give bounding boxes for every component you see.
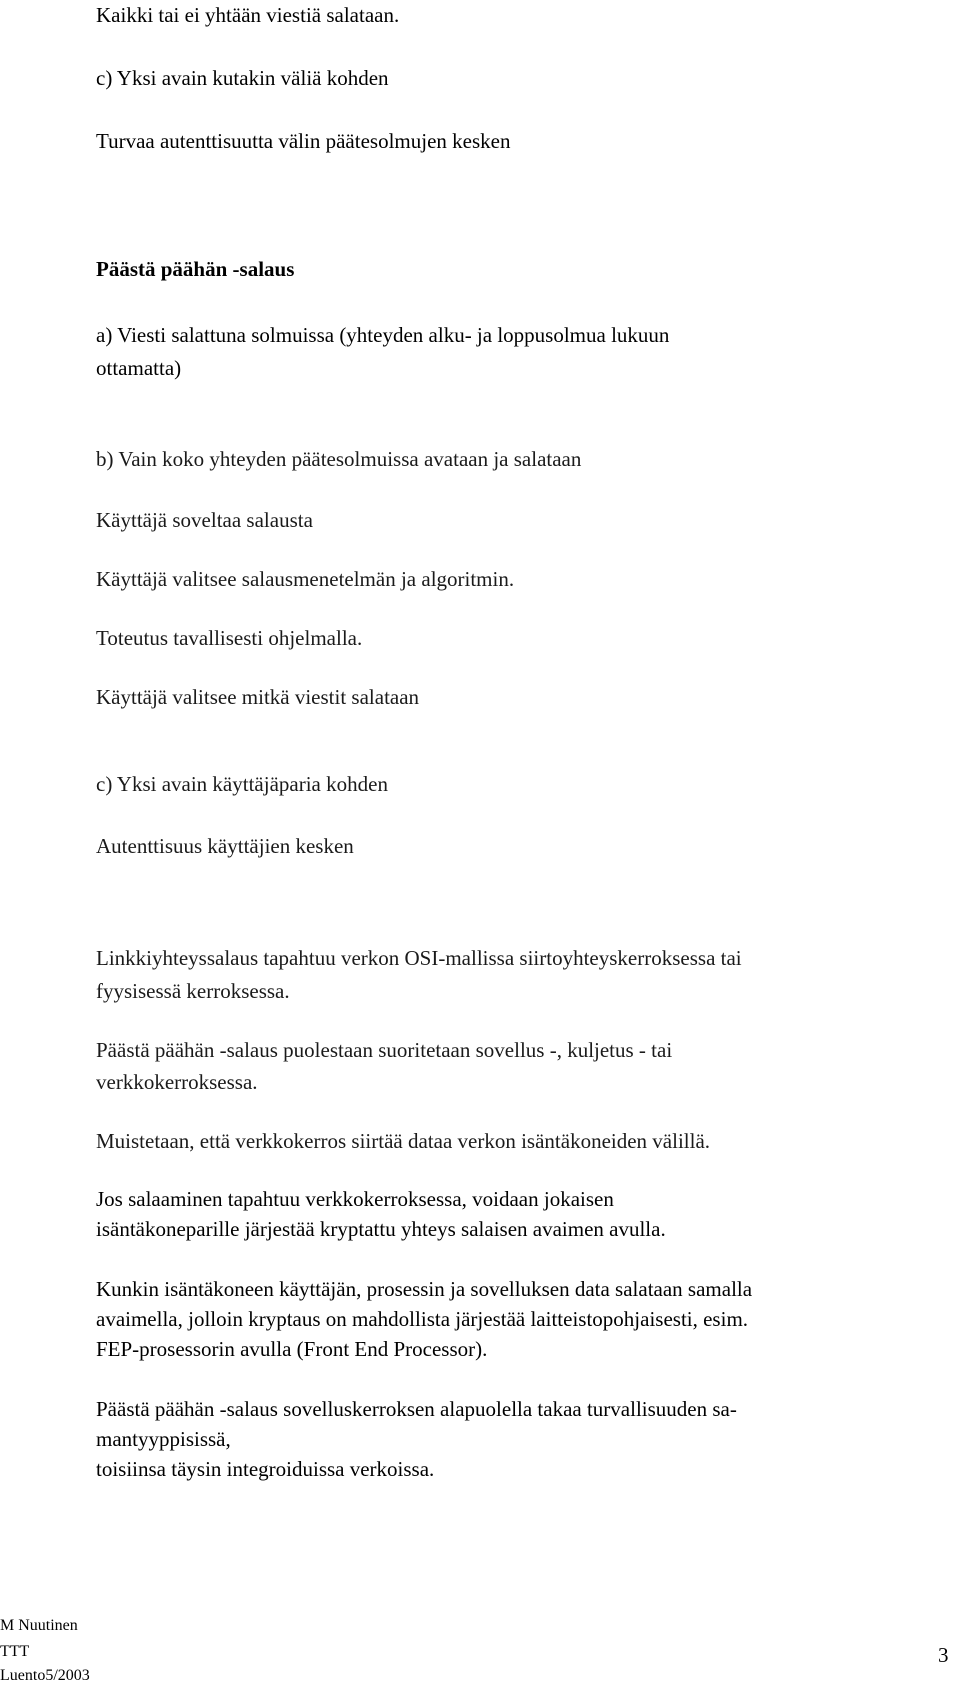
text-line: Turvaa autenttisuutta välin päätesolmujen kesken (96, 129, 511, 153)
text-line: toisiinsa täysin integroiduissa verkoissa. (96, 1457, 435, 1481)
text-line: a) Viesti salattuna solmuissa (yhteyden alku- ja loppusolmua lukuun (96, 323, 670, 347)
text-line: Autenttisuus käyttäjien kesken (96, 834, 354, 858)
footer-lecture: Luento5/2003 (0, 1667, 90, 1684)
section-heading: Päästä päähän -salaus (96, 257, 295, 281)
text-line: avaimella, jolloin kryptaus on mahdollista järjestää laitteistopohjaisesti, esim. (96, 1307, 749, 1331)
text-line: Käyttäjä soveltaa salausta (96, 508, 313, 532)
text-line: c) Yksi avain kutakin väliä kohden (96, 66, 389, 90)
page-number: 3 (938, 1643, 949, 1667)
text-line: Muistetaan, että verkkokerros siirtää dataa verkon isäntäkoneiden välillä. (96, 1129, 711, 1153)
text-line: Päästä päähän -salaus sovelluskerroksen alapuolella takaa turvallisuuden sa- (96, 1397, 737, 1421)
text-line: c) Yksi avain käyttäjäparia kohden (96, 772, 388, 796)
text-line: Päästä päähän -salaus puolestaan suoritetaan sovellus -, kuljetus - tai (96, 1038, 673, 1062)
footer-author: M Nuutinen (0, 1617, 78, 1634)
text-line: Jos salaaminen tapahtuu verkkokerroksessa, voidaan jokaisen (96, 1187, 614, 1211)
text-line: verkkokerroksessa. (96, 1070, 258, 1094)
text-line: Toteutus tavallisesti ohjelmalla. (96, 626, 363, 650)
text-line: fyysisessä kerroksessa. (96, 979, 290, 1003)
text-line: Käyttäjä valitsee salausmenetelmän ja algoritmin. (96, 567, 515, 591)
text-line: Linkkiyhteyssalaus tapahtuu verkon OSI-mallissa siirtoyhteyskerroksessa tai (96, 946, 742, 970)
text-line: isäntäkoneparille järjestää kryptattu yhteys salaisen avaimen avulla. (96, 1217, 666, 1241)
text-line: ottamatta) (96, 356, 182, 380)
text-line: mantyyppisissä, (96, 1427, 231, 1451)
text-line: FEP-prosessorin avulla (Front End Processor). (96, 1337, 488, 1361)
text-line: b) Vain koko yhteyden päätesolmuissa avataan ja salataan (96, 447, 582, 471)
text-line: Käyttäjä valitsee mitkä viestit salataan (96, 685, 420, 709)
footer-course: TTT (0, 1643, 30, 1660)
text-line: Kunkin isäntäkoneen käyttäjän, prosessin ja sovelluksen data salataan samalla (96, 1277, 753, 1301)
text-line: Kaikki tai ei yhtään viestiä salataan. (96, 3, 400, 27)
